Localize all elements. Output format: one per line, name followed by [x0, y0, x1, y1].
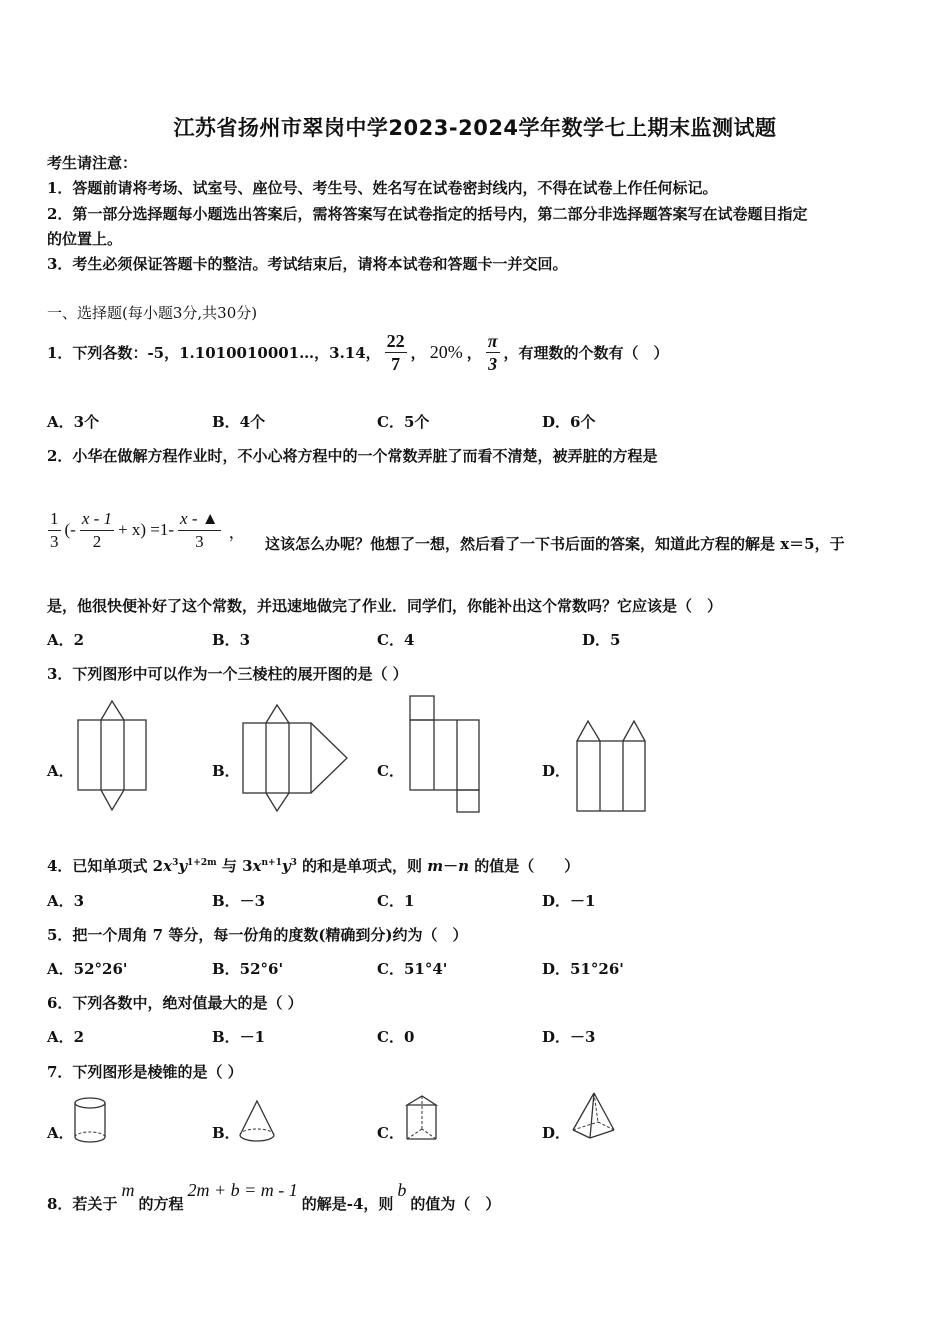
q1-sep1: ，: [410, 343, 426, 362]
q4-minus: －: [443, 857, 459, 875]
q7-label-c: C．: [377, 1124, 404, 1142]
q3-net-c: [405, 692, 485, 817]
q5-option-d: D．51°26': [542, 960, 624, 978]
q4-s1: 3: [172, 858, 179, 868]
section-heading: 一、选择题(每小题3分,共30分): [47, 304, 258, 322]
q2-eq-open: (-: [64, 520, 76, 539]
q7-label-a: A．: [47, 1124, 74, 1142]
q5-text: 5．把一个周角 7 等分，每一份角的度数(精确到分)约为（ ）: [47, 926, 468, 944]
q3-label-b: B．: [212, 762, 240, 780]
q4-option-a: A．3: [47, 892, 85, 910]
notice-item-3: 3．考生必须保证答题卡的整洁。考试结束后，请将本试卷和答题卡一并交回。: [47, 255, 568, 273]
q8-p2: 的方程: [138, 1195, 184, 1213]
q1-option-c: C．5个: [377, 413, 430, 431]
q4-n: n: [458, 857, 470, 875]
q6-text: 6．下列各数中，绝对值最大的是（ ）: [47, 994, 303, 1012]
q3-text: 3．下列图形中可以作为一个三棱柱的展开图的是（ ）: [47, 665, 408, 683]
q3-net-b: [235, 695, 355, 815]
q1-f1-num: 22: [386, 330, 405, 351]
question-4: [47, 855, 579, 876]
q3-label-d: D．: [542, 762, 571, 780]
q1-percent: 20%: [429, 341, 463, 362]
q6-option-c: C．0: [377, 1028, 415, 1046]
q6-option-b: B．－1: [212, 1028, 266, 1046]
q7-text: 7．下列图形是棱锥的是（ ）: [47, 1063, 243, 1081]
q3-label-a: A．: [47, 762, 74, 780]
cylinder-figure: [70, 1095, 112, 1147]
q2-option-b: B．3: [212, 631, 251, 649]
q8-p1: 8．若关于: [47, 1195, 118, 1213]
q2-fb-den: 2: [92, 531, 102, 551]
q2-frac-1-3: [48, 508, 61, 553]
q6-option-d: D．－3: [542, 1028, 596, 1046]
q1-fraction-22-7: [385, 330, 407, 375]
notice-item-2: 2．第一部分选择题每小题选出答案后，需将答案写在试卷指定的括号内，第二部分非选择题答案写在试卷题目指定: [47, 205, 808, 223]
q2-fb-num: x - 1: [80, 508, 114, 531]
q2-frac-x1-2: [80, 508, 114, 553]
q4-p3: 的和是单项式，则: [296, 857, 428, 875]
q4-s2: 1+2m: [187, 858, 217, 868]
q4-y2: y: [281, 857, 291, 875]
q8-p4: 的值为（ ）: [410, 1195, 501, 1213]
q2-option-c: C．4: [377, 631, 415, 649]
notice-item-2-cont: 的位置上。: [47, 230, 123, 248]
q2-line-2: 这该怎么办呢？他想了一想，然后看了一下书后面的答案，知道此方程的解是 x＝5，于: [265, 535, 845, 553]
q4-x1: x: [163, 857, 173, 875]
q4-s3: n+1: [261, 858, 282, 868]
q2-fa-den: 3: [50, 531, 59, 551]
q1-option-b: B．4个: [212, 413, 266, 431]
triangular-prism-figure: [402, 1093, 442, 1147]
q2-eq-mid: + x) =1-: [118, 520, 175, 539]
q2-fc-num: x - ▲: [178, 508, 221, 531]
pyramid-figure: [568, 1090, 620, 1146]
q4-option-b: B．－3: [212, 892, 266, 910]
q8-var-b: b: [397, 1180, 407, 1200]
q4-p1: 4．已知单项式 2: [47, 857, 164, 875]
question-1: [47, 326, 669, 378]
q5-option-c: C．51°4': [377, 960, 448, 978]
q5-option-b: B．52°6': [212, 960, 284, 978]
q2-comma: ，: [228, 522, 246, 542]
q4-p5: 的值是（ ）: [469, 857, 580, 875]
q2-option-d: D．5: [582, 631, 621, 649]
q6-option-a: A．2: [47, 1028, 85, 1046]
question-8: [47, 1180, 500, 1214]
q1-fraction-pi-3: [486, 330, 500, 375]
q4-option-d: D．－1: [542, 892, 596, 910]
q8-var-m: m: [121, 1180, 135, 1200]
q1-suffix: ，有理数的个数有（ ）: [503, 343, 669, 362]
q1-f1-den: 7: [391, 353, 401, 374]
q1-sep2: ，: [466, 343, 482, 362]
q2-line-1: 2．小华在做解方程作业时，不小心将方程中的一个常数弄脏了而看不清楚，被弄脏的方程是: [47, 447, 658, 465]
notice-heading: 考生请注意：: [47, 154, 138, 172]
q5-option-a: A．52°26': [47, 960, 128, 978]
q3-net-a: [70, 695, 160, 815]
page-title: 江苏省扬州市翠岗中学2023-2024学年数学七上期末监测试题: [173, 116, 777, 140]
cone-figure: [236, 1097, 280, 1147]
q8-p3: 的解是-4，则: [301, 1195, 394, 1213]
q1-f2-den: 3: [488, 353, 498, 374]
q3-label-c: C．: [377, 762, 404, 780]
q1-f2-num: π: [487, 330, 498, 351]
q2-line-3: 是，他很快便补好了这个常数，并迅速地做完了作业．同学们，你能补出这个常数吗？它应该是（ ）: [47, 597, 723, 615]
q2-equation: [44, 505, 246, 555]
q1-option-a: A．3个: [47, 413, 100, 431]
q3-net-d: [570, 715, 655, 815]
q4-s4: 3: [290, 858, 297, 868]
notice-item-1: 1．答题前请将考场、试室号、座位号、考生号、姓名写在试卷密封线内，不得在试卷上作任何标记。: [47, 179, 718, 197]
q2-frac-x-blot-3: [178, 508, 221, 553]
q7-label-b: B．: [212, 1124, 240, 1142]
q1-prefix: 1．下列各数：-5，1.1010010001…，3.14，: [47, 343, 381, 362]
q1-option-d: D．6个: [542, 413, 596, 431]
q4-x2: x: [252, 857, 262, 875]
q7-label-d: D．: [542, 1124, 571, 1142]
q4-m: m: [427, 857, 444, 875]
q4-y1: y: [178, 857, 188, 875]
q4-p2: 与 3: [216, 857, 253, 875]
q4-option-c: C．1: [377, 892, 415, 910]
q2-option-a: A．2: [47, 631, 85, 649]
q2-fa-num: 1: [48, 508, 61, 531]
q8-equation: 2m + b = m - 1: [187, 1180, 298, 1200]
q2-fc-den: 3: [195, 531, 204, 551]
